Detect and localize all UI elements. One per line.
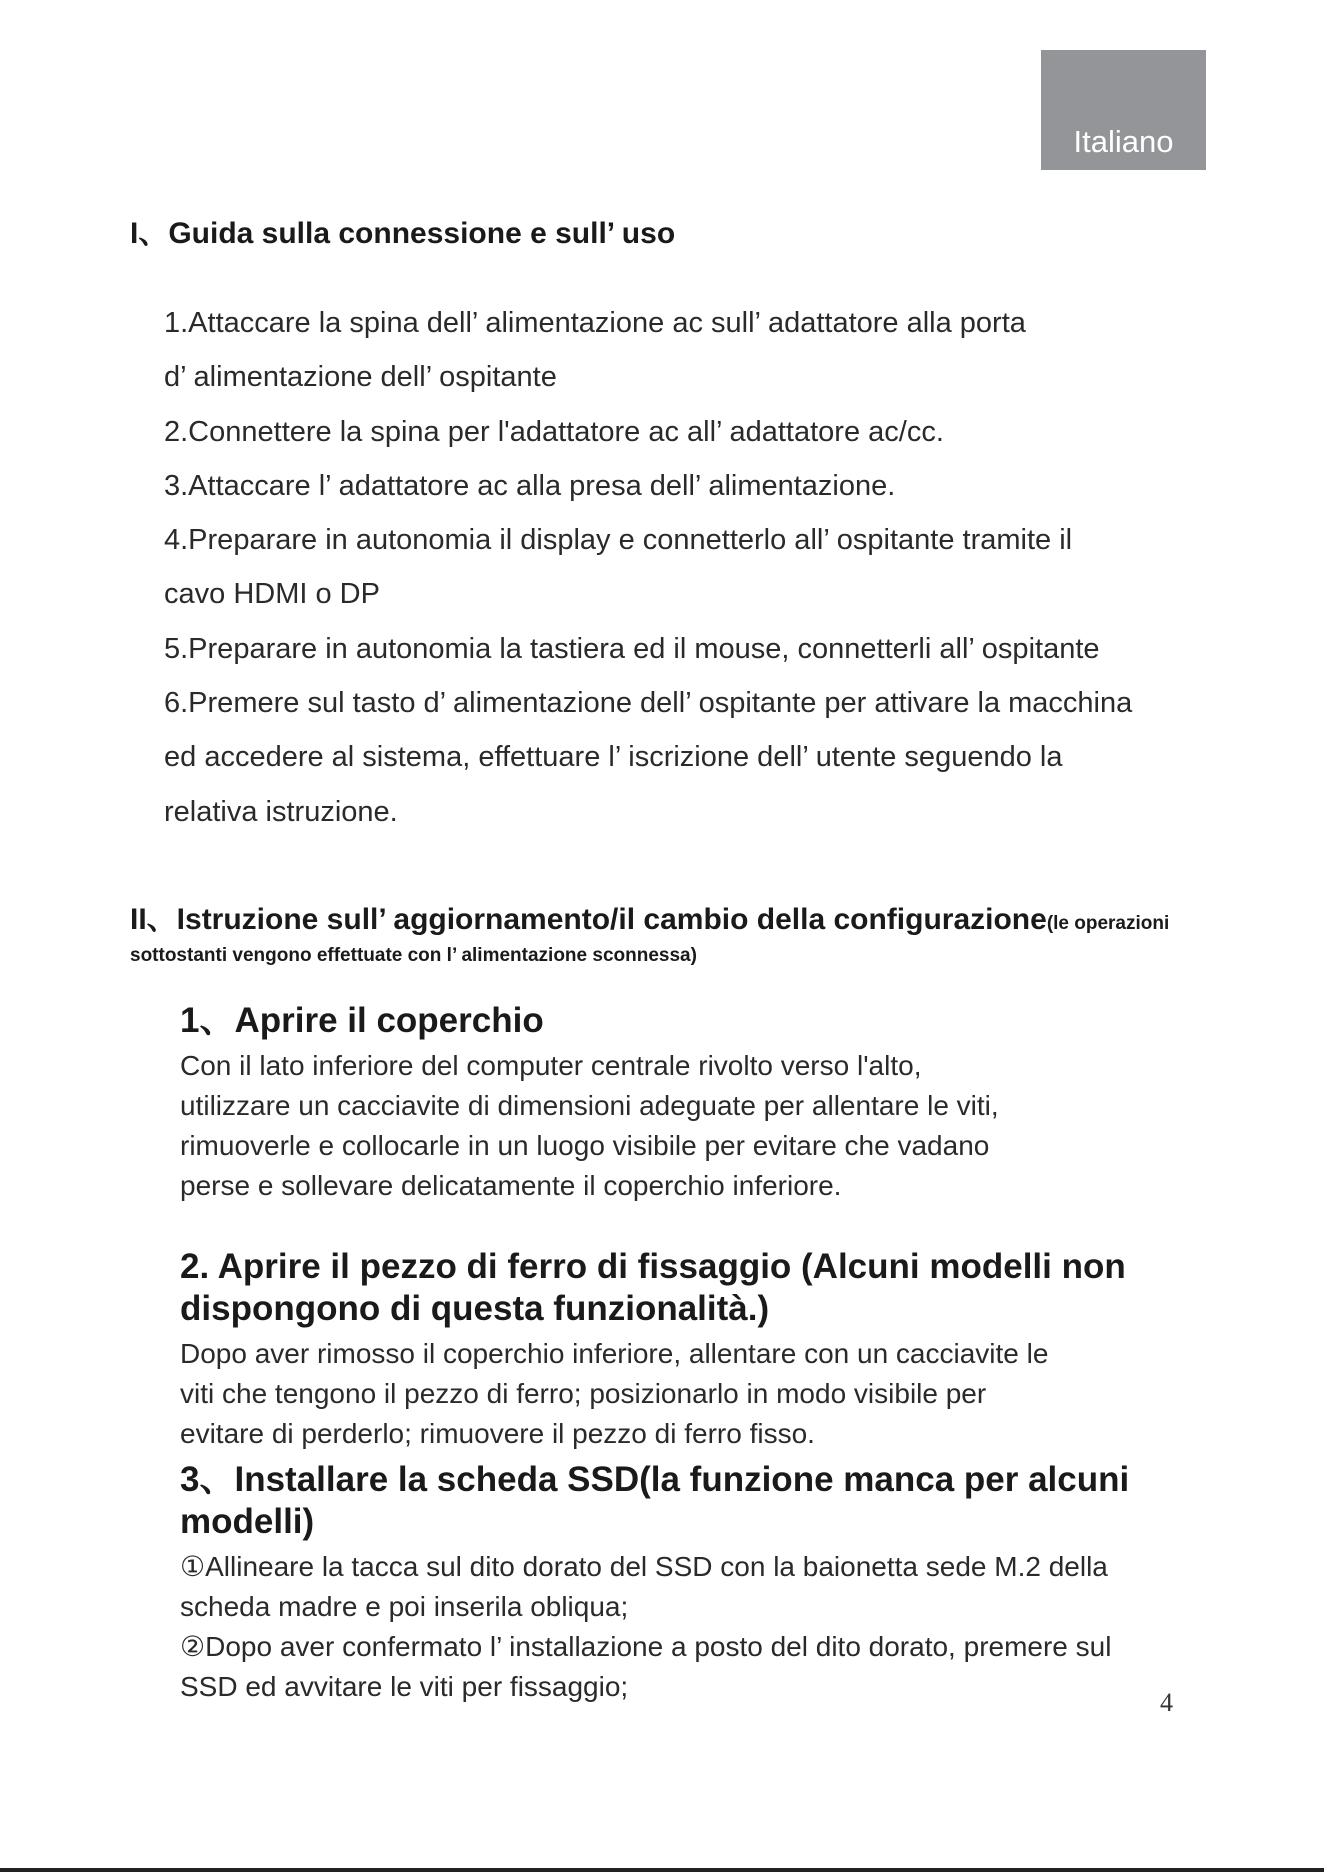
section2-note: sottostanti vengono effettuate con l’ alimentazione sconnessa) <box>130 945 697 966</box>
body-line: rimuoverle e collocarle in un luogo visibile per evitare che vadano <box>180 1130 990 1161</box>
section1-heading: I、Guida sulla connessione e sull’ uso <box>130 217 676 250</box>
body-line: ②Dopo aver confermato l’ installazione a posto del dito dorato, premere sul <box>180 1631 1112 1662</box>
body-line: Con il lato inferiore del computer centrale rivolto verso l'alto, <box>180 1050 922 1081</box>
step-line: cavo HDMI o DP <box>164 578 380 611</box>
section2-heading-text: II、Istruzione sull’ aggiornamento/il cambio della configurazione <box>130 903 1047 936</box>
body-line: ①Allineare la tacca sul dito dorato del SSD con la baionetta sede M.2 della <box>180 1551 1108 1582</box>
step-line: 5.Preparare in autonomia la tastiera ed il mouse, connetterli all’ ospitante <box>164 632 1100 665</box>
block-open-iron-piece <box>180 1246 1230 1454</box>
body-line: evitare di perderlo; rimuovere il pezzo di ferro fisso. <box>180 1418 815 1449</box>
section1-steps <box>164 296 1214 839</box>
step-line: relativa istruzione. <box>164 795 398 828</box>
block-body <box>180 1547 1230 1707</box>
section2-heading <box>130 894 1169 938</box>
body-line: viti che tengono il pezzo di ferro; posizionarlo in modo visibile per <box>180 1378 987 1409</box>
body-line: perse e sollevare delicatamente il coperchio inferiore. <box>180 1170 842 1201</box>
step-line: 3.Attaccare l’ adattatore ac alla presa dell’ alimentazione. <box>164 469 896 502</box>
block-body <box>180 1046 1230 1206</box>
block-title: 3、Installare la scheda SSD(la funzione manca per alcuni modelli) <box>180 1460 1130 1541</box>
step-line: 6.Premere sul tasto d’ alimentazione dell’ ospitante per attivare la macchina <box>164 687 1133 720</box>
page-number: 4 <box>1160 1688 1173 1717</box>
block-title: 2. Aprire il pezzo di ferro di fissaggio (Alcuni modelli non dispongono di questa funzionalità.) <box>180 1247 1126 1328</box>
block-title: 1、Aprire il coperchio <box>180 1001 544 1040</box>
section2-heading-note: (le operazioni <box>1046 913 1170 934</box>
block-body <box>180 1334 1230 1454</box>
step-line: 2.Connettere la spina per l'adattatore ac all’ adattatore ac/cc. <box>164 415 944 448</box>
block-open-cover <box>180 1000 1230 1206</box>
step-line: d’ alimentazione dell’ ospitante <box>164 361 557 394</box>
step-line: 1.Attaccare la spina dell’ alimentazione ac sull’ adattatore alla porta <box>164 307 1026 339</box>
block-install-ssd <box>180 1459 1230 1707</box>
step-line: 4.Preparare in autonomia il display e connetterlo all’ ospitante tramite il <box>164 524 1073 557</box>
step-line: ed accedere al sistema, effettuare l’ iscrizione dell’ utente seguendo la <box>164 741 1063 774</box>
language-tab: Italiano <box>1041 50 1206 170</box>
body-line: SSD ed avvitare le viti per fissaggio; <box>180 1671 629 1702</box>
body-line: scheda madre e poi inserila obliqua; <box>180 1591 629 1622</box>
body-line: utilizzare un cacciavite di dimensioni adeguate per allentare le viti, <box>180 1090 999 1121</box>
body-line: Dopo aver rimosso il coperchio inferiore, allentare con un cacciavite le <box>180 1338 1049 1369</box>
bottom-rule <box>0 1868 1324 1872</box>
